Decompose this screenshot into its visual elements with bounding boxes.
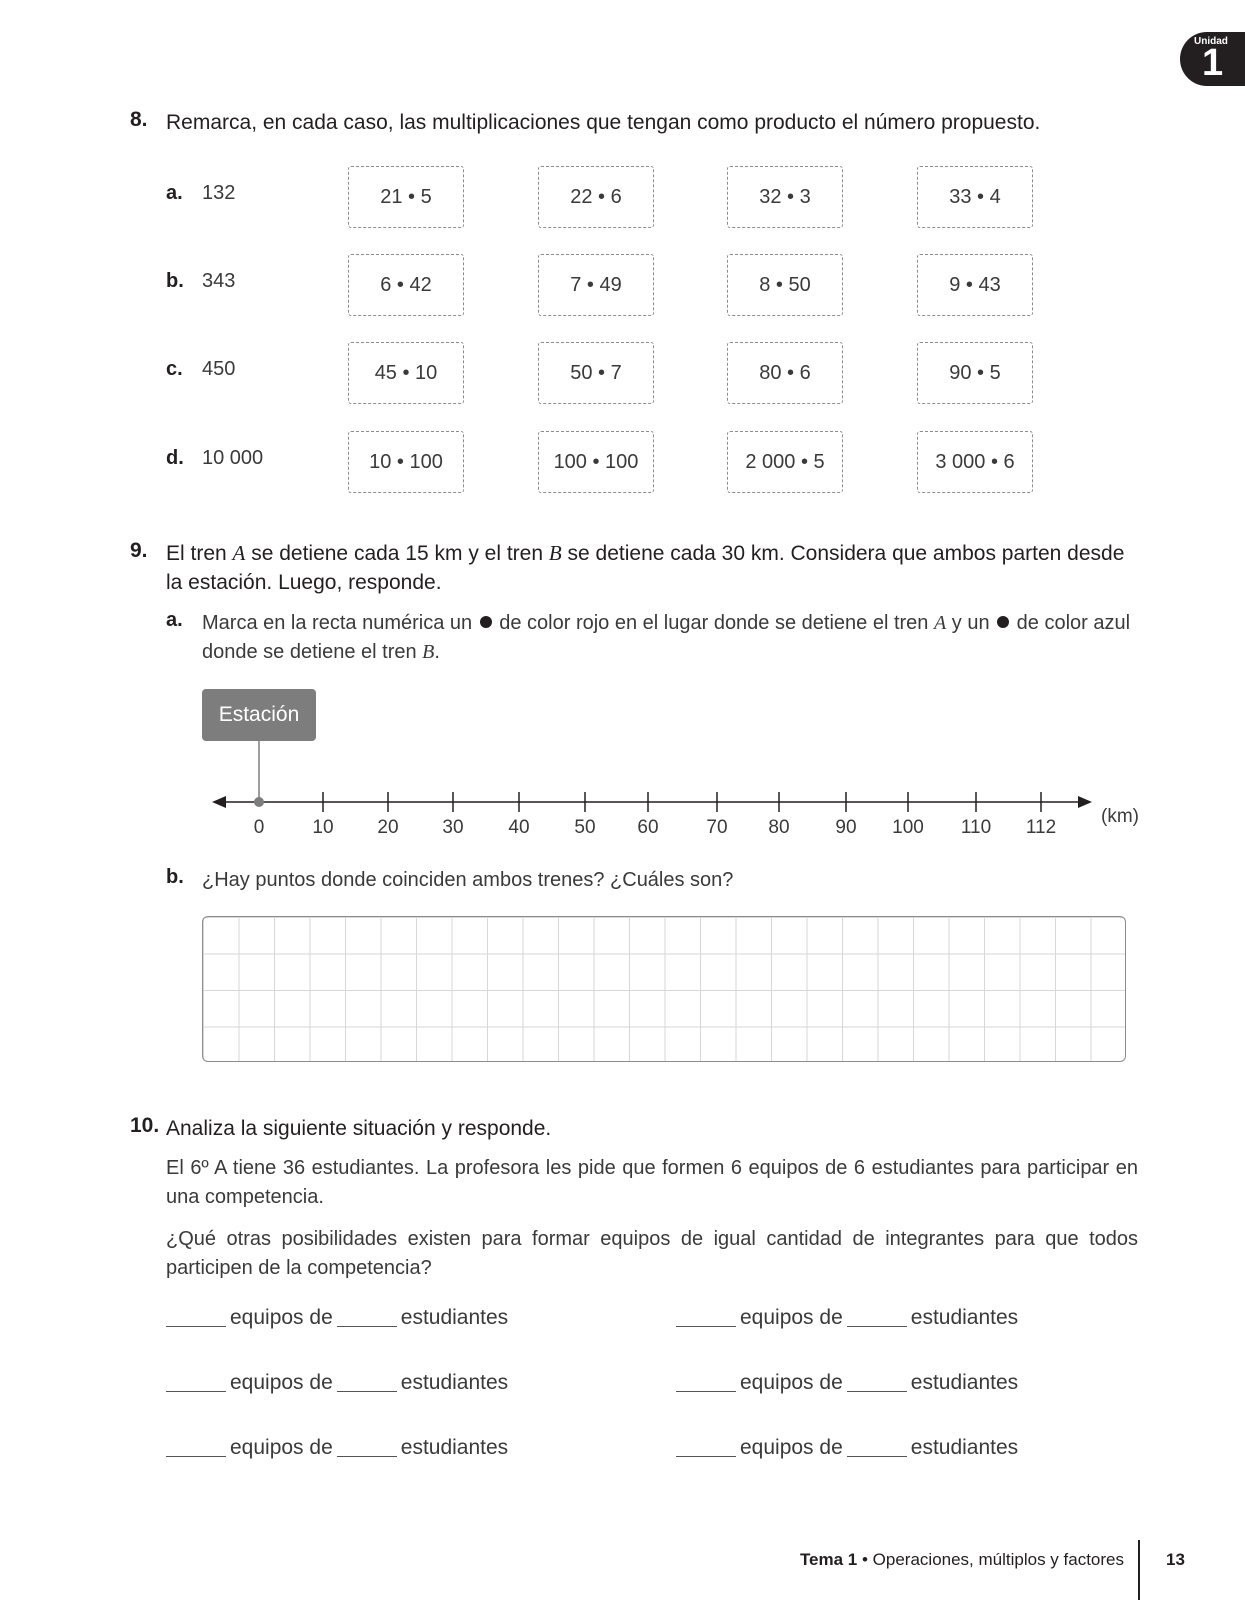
unit-label: Unidad (1194, 36, 1228, 47)
tick-label: 40 (508, 817, 530, 838)
q8-text: Remarca, en cada caso, las multiplicaciones que tengan como producto el número propuesto. (166, 111, 1041, 134)
q10-paragraph-1: El 6º A tiene 36 estudiantes. La profesora les pide que formen 6 equipos de 6 estudiantes para participar en una competencia. (166, 1157, 1138, 1208)
unit-number: 1 (1202, 42, 1224, 84)
multiplication-option[interactable]: 33 • 4 (917, 166, 1033, 228)
tick-label: 70 (706, 817, 728, 838)
fill-label: estudiantes (400, 1371, 509, 1394)
tick-label: 60 (637, 817, 659, 838)
q9a-text-part: de color azul donde se detiene el tren (202, 612, 1131, 663)
q10-paragraph-2: ¿Qué otras posibilidades existen para formar equipos de igual cantidad de integrantes para que todos participen de la competencia? (166, 1228, 1138, 1279)
multiplication-option[interactable]: 3 000 • 6 (917, 431, 1033, 493)
q10-number: 10. (130, 1114, 160, 1137)
answer-grid[interactable] (202, 916, 1126, 1062)
q8-number: 8. (130, 108, 148, 131)
number-line-ticks (254, 792, 1056, 838)
q9b-text: ¿Hay puntos donde coinciden ambos trenes? ¿Cuáles son? (202, 869, 734, 891)
q9a-text-part: y un (946, 612, 996, 634)
fill-label: equipos de (230, 1306, 333, 1329)
train-b-label: B (422, 641, 435, 663)
fill-label: estudiantes (400, 1306, 509, 1329)
q9a-letter: a. (166, 609, 183, 631)
fill-label: estudiantes (910, 1306, 1019, 1329)
fill-label: equipos de (740, 1436, 843, 1459)
team-answer-line (166, 1306, 508, 1330)
students-count-blank[interactable] (337, 1456, 397, 1457)
q9b-letter: b. (166, 866, 184, 888)
multiplication-option[interactable]: 9 • 43 (917, 254, 1033, 316)
tick-label: 0 (253, 817, 265, 838)
tick-label: 90 (835, 817, 857, 838)
fill-label: estudiantes (400, 1436, 509, 1459)
q8-item-target-number: 450 (202, 358, 236, 380)
q10-text: Analiza la siguiente situación y responde. (166, 1117, 552, 1140)
multiplication-option[interactable]: 6 • 42 (348, 254, 464, 316)
origin-point (254, 797, 264, 807)
q9a-text-part: de color rojo en el lugar donde se detiene el tren (493, 612, 934, 634)
teams-count-blank[interactable] (676, 1456, 736, 1457)
team-answer-line (166, 1436, 508, 1460)
page-number: 13 (1166, 1550, 1185, 1569)
arrow-right-icon (1078, 796, 1092, 808)
q8-item-letter: c. (166, 358, 183, 380)
q9a-text-part: . (434, 641, 440, 663)
multiplication-option[interactable]: 80 • 6 (727, 342, 843, 404)
multiplication-option[interactable]: 50 • 7 (538, 342, 654, 404)
tick-label: 10 (312, 817, 334, 838)
fill-label: equipos de (230, 1371, 333, 1394)
number-line-unit: (km) (1101, 806, 1139, 827)
multiplication-option[interactable]: 22 • 6 (538, 166, 654, 228)
q8-item-letter: d. (166, 447, 184, 469)
fill-label: equipos de (740, 1371, 843, 1394)
teams-count-blank[interactable] (166, 1456, 226, 1457)
q9-number: 9. (130, 539, 148, 562)
multiplication-option[interactable]: 7 • 49 (538, 254, 654, 316)
q8-item-letter: b. (166, 270, 184, 292)
multiplication-option[interactable]: 8 • 50 (727, 254, 843, 316)
multiplication-option[interactable]: 90 • 5 (917, 342, 1033, 404)
footer-topic-title: • Operaciones, múltiplos y factores (857, 1550, 1124, 1569)
q9a-text-part: Marca en la recta numérica un (202, 612, 478, 634)
tick-label: 20 (377, 817, 399, 838)
multiplication-option[interactable]: 32 • 3 (727, 166, 843, 228)
teams-count-blank[interactable] (676, 1391, 736, 1392)
multiplication-option[interactable]: 45 • 10 (348, 342, 464, 404)
students-count-blank[interactable] (847, 1326, 907, 1327)
team-answer-line (676, 1371, 1018, 1395)
multiplication-option[interactable]: 2 000 • 5 (727, 431, 843, 493)
q8-item-letter: a. (166, 182, 183, 204)
footer-divider (1138, 1540, 1140, 1600)
multiplication-option[interactable]: 10 • 100 (348, 431, 464, 493)
q9-text-part: El tren (166, 542, 233, 565)
q8-item-target-number: 10 000 (202, 447, 264, 469)
train-b-label: B (548, 541, 562, 565)
tick-label: 112 (1025, 817, 1057, 838)
team-answer-line (676, 1436, 1018, 1460)
q8-item-target-number: 343 (202, 270, 236, 292)
team-answer-line (166, 1371, 508, 1395)
tick-label: 100 (892, 817, 924, 838)
train-a-label: A (232, 541, 246, 565)
fill-label: equipos de (740, 1306, 843, 1329)
multiplication-option[interactable]: 100 • 100 (538, 431, 654, 493)
tick-label: 50 (574, 817, 596, 838)
train-a-label: A (933, 612, 947, 634)
q8-item-target-number: 132 (202, 182, 236, 204)
students-count-blank[interactable] (847, 1456, 907, 1457)
students-count-blank[interactable] (847, 1391, 907, 1392)
footer-topic (800, 1550, 1124, 1570)
team-answer-line (676, 1306, 1018, 1330)
fill-label: equipos de (230, 1436, 333, 1459)
fill-label: estudiantes (910, 1436, 1019, 1459)
students-count-blank[interactable] (337, 1391, 397, 1392)
station-label: Estación (202, 689, 316, 741)
teams-count-blank[interactable] (166, 1326, 226, 1327)
multiplication-option[interactable]: 21 • 5 (348, 166, 464, 228)
tick-label: 110 (960, 817, 992, 838)
q9-text-part: se detiene cada 30 km. Considera que ambos parten desde la estación. Luego, responde. (166, 542, 1125, 594)
fill-label: estudiantes (910, 1371, 1019, 1394)
tick-label: 30 (442, 817, 464, 838)
students-count-blank[interactable] (337, 1326, 397, 1327)
tick-label: 80 (768, 817, 790, 838)
teams-count-blank[interactable] (676, 1326, 736, 1327)
q9-text-part: se detiene cada 15 km y el tren (245, 542, 549, 565)
arrow-left-icon (212, 796, 226, 808)
teams-count-blank[interactable] (166, 1391, 226, 1392)
footer-topic-number: Tema 1 (799, 1550, 858, 1569)
